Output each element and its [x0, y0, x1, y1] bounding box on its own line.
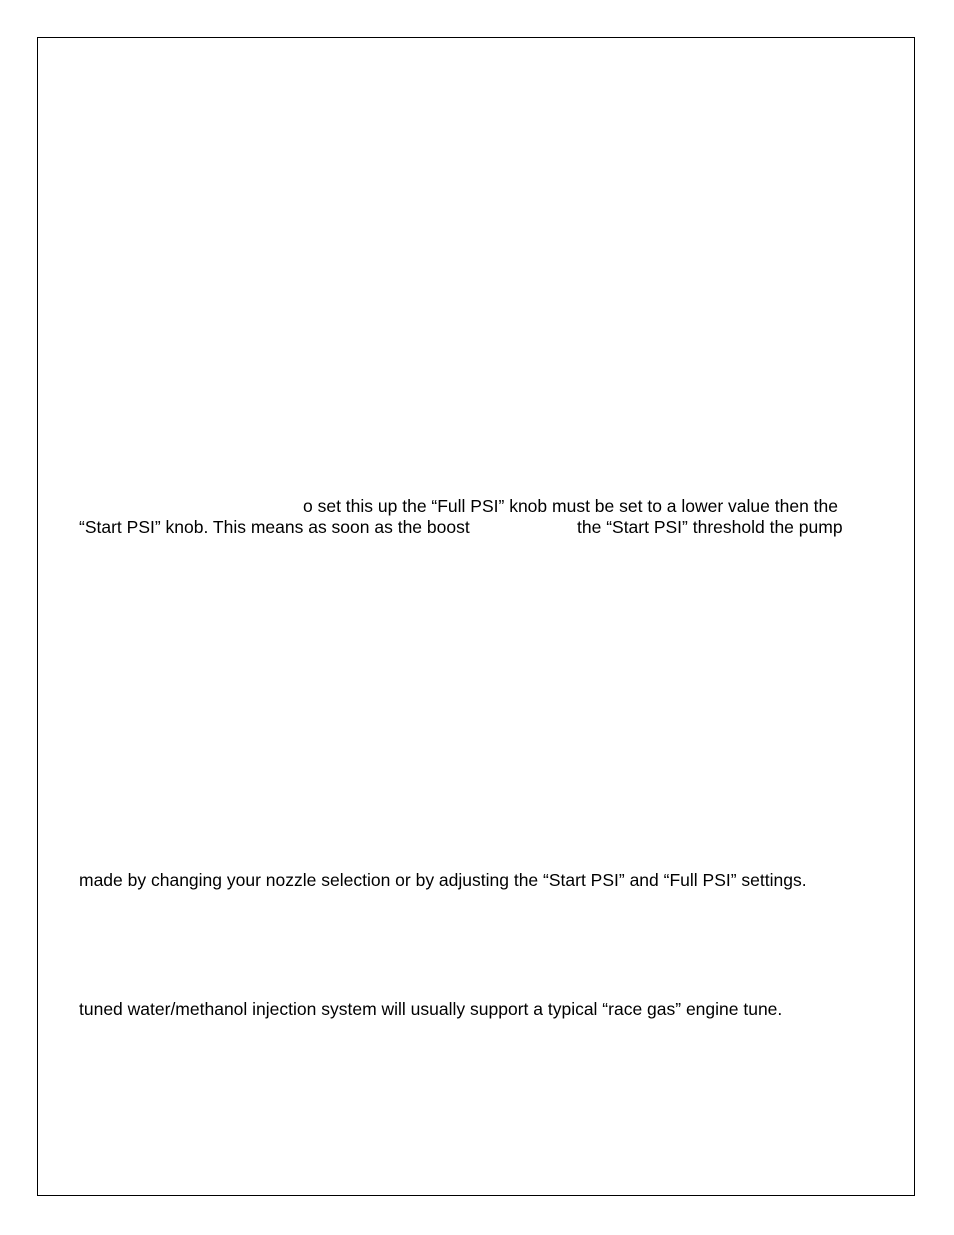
page-border — [37, 37, 915, 1196]
paragraph-fragment-start-psi-right: the “Start PSI” threshold the pump — [577, 517, 843, 537]
paragraph-fragment-start-psi-left: “Start PSI” knob. This means as soon as the boost — [79, 517, 470, 537]
paragraph-fragment-full-psi: o set this up the “Full PSI” knob must be set to a lower value then the — [303, 496, 839, 516]
paragraph-fragment-nozzle-selection: made by changing your nozzle selection or by adjusting the “Start PSI” and “Full PSI” settings. — [79, 870, 807, 890]
paragraph-fragment-race-gas: tuned water/methanol injection system will usually support a typical “race gas” engine tune. — [79, 999, 783, 1019]
